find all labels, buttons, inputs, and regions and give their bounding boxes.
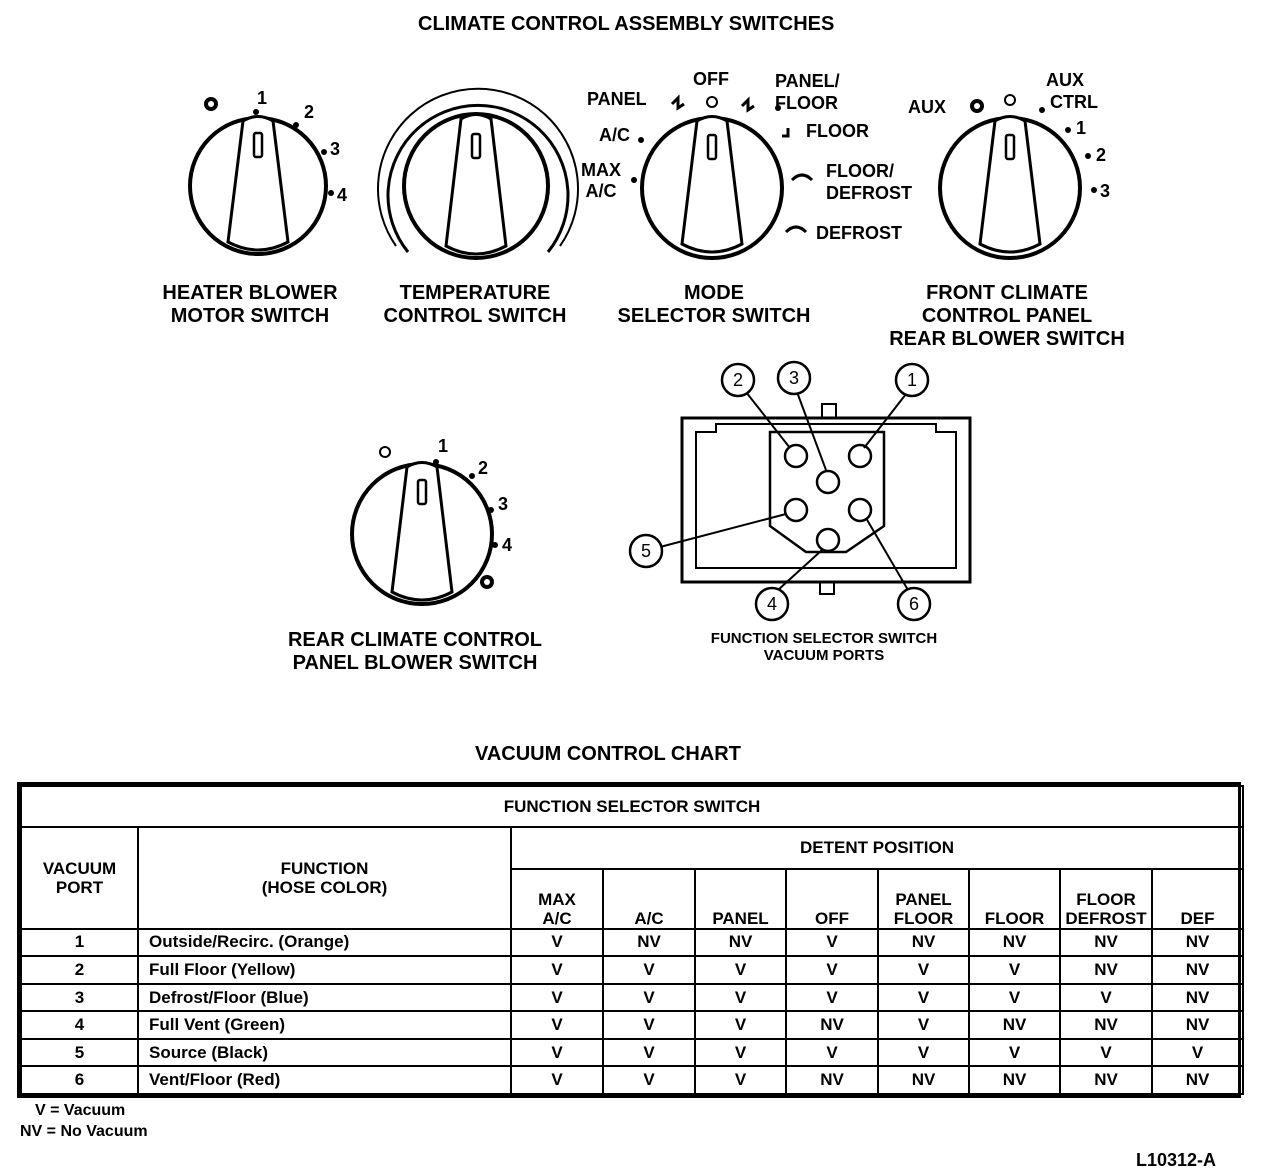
function-cell: Defrost/Floor (Blue) (138, 984, 511, 1012)
vacuum-value-cell: V (878, 984, 969, 1012)
vacuum-value-cell: NV (878, 929, 969, 957)
vacuum-value-cell: V (511, 1039, 603, 1067)
vacuum-value-cell: V (603, 1066, 695, 1094)
legend-v: V = Vacuum (35, 1102, 126, 1119)
port-callout-1: 1 (906, 370, 917, 390)
column-header: PANEL (695, 869, 786, 929)
vacuum-port-connector (630, 362, 970, 620)
vacuum-value-cell: NV (786, 1066, 878, 1094)
mode-floor-defrost-label: FLOOR/ DEFROST (826, 161, 913, 203)
vacuum-value-cell: V (786, 1039, 878, 1067)
page-title: CLIMATE CONTROL ASSEMBLY SWITCHES (418, 13, 835, 35)
heater-blower-label: HEATER BLOWER MOTOR SWITCH (162, 282, 338, 327)
vacuum-value-cell: V (695, 956, 786, 984)
vacuum-value-cell: V (511, 984, 603, 1012)
chart-title: VACUUM CONTROL CHART (475, 743, 741, 765)
port-callout-2: 2 (732, 370, 743, 390)
port-cell: 3 (21, 984, 138, 1012)
vacuum-control-table (17, 782, 1241, 1098)
vacuum-value-cell: NV (1152, 984, 1243, 1012)
vacuum-value-cell: V (786, 956, 878, 984)
column-header: OFF (786, 869, 878, 929)
heater-position-1: 1 (257, 88, 268, 108)
column-header: FLOOR DEFROST (1060, 869, 1152, 929)
vacuum-value-cell: V (603, 956, 695, 984)
port-callout-6: 6 (908, 594, 919, 614)
heater-blower-knob (190, 117, 326, 255)
figure-id: L10312-A (1136, 1150, 1217, 1170)
vacuum-value-cell: V (603, 1011, 695, 1039)
column-header: MAX A/C (511, 869, 603, 929)
vacuum-value-cell: V (969, 1039, 1060, 1067)
vacuum-value-cell: V (695, 1066, 786, 1094)
vacuum-value-cell: NV (969, 929, 1060, 957)
detent-header: DETENT POSITION (511, 827, 1243, 868)
vacuum-value-cell: NV (969, 1066, 1060, 1094)
mode-ac-label: A/C (599, 125, 630, 145)
vacuum-value-cell: NV (786, 1011, 878, 1039)
vacuum-value-cell: V (511, 1011, 603, 1039)
vacuum-value-cell: V (1060, 1039, 1152, 1067)
table-row (21, 929, 1243, 957)
mode-panel-label: PANEL (587, 89, 647, 109)
vacuum-value-cell: NV (878, 1066, 969, 1094)
function-cell: Vent/Floor (Red) (138, 1066, 511, 1094)
port-callout-5: 5 (640, 541, 651, 561)
column-header: DEF (1152, 869, 1243, 929)
mode-panel-floor-label: PANEL/ FLOOR (775, 71, 840, 113)
rear-position-3: 3 (1100, 181, 1111, 201)
rear-panel-position-1: 1 (438, 436, 449, 456)
table-body (21, 929, 1243, 1094)
vacuum-value-cell: V (695, 984, 786, 1012)
mode-off-label: OFF (693, 69, 729, 89)
table-row (21, 1011, 1243, 1039)
vacuum-value-cell: NV (1060, 1011, 1152, 1039)
front-rear-blower-knob (940, 117, 1080, 259)
aux-ctrl-label: AUX CTRL (1046, 70, 1098, 112)
vacuum-value-cell: NV (1152, 1011, 1243, 1039)
mode-selector-knob (642, 117, 782, 259)
vacuum-value-cell: V (786, 929, 878, 957)
rear-panel-blower-knob (352, 463, 492, 605)
vacuum-value-cell: NV (1060, 956, 1152, 984)
vacuum-value-cell: V (969, 956, 1060, 984)
vacuum-value-cell: V (1152, 1039, 1243, 1067)
vacuum-value-cell: V (603, 1039, 695, 1067)
vacuum-value-cell: V (695, 1011, 786, 1039)
table-row (21, 1066, 1243, 1094)
rear-panel-position-2: 2 (478, 458, 489, 478)
vacuum-value-cell: NV (695, 929, 786, 957)
temperature-label: TEMPERATURE CONTROL SWITCH (383, 282, 567, 327)
temperature-knob (378, 89, 578, 258)
vacuum-value-cell: NV (1152, 956, 1243, 984)
vacuum-value-cell: NV (969, 1011, 1060, 1039)
mode-defrost-label: DEFROST (816, 223, 903, 243)
function-cell: Outside/Recirc. (Orange) (138, 929, 511, 957)
rear-panel-position-3: 3 (498, 494, 509, 514)
port-cell: 6 (21, 1066, 138, 1094)
port-cell: 1 (21, 929, 138, 957)
vacuum-value-cell: V (511, 929, 603, 957)
function-header: FUNCTION (HOSE COLOR) (138, 827, 511, 928)
function-cell: Full Floor (Yellow) (138, 956, 511, 984)
heater-position-4: 4 (337, 185, 348, 205)
rear-aux-label: AUX (908, 97, 947, 117)
heater-position-2: 2 (304, 102, 315, 122)
vacuum-value-cell: NV (1152, 1066, 1243, 1094)
table-row (21, 956, 1243, 984)
legend-nv: NV = No Vacuum (20, 1123, 148, 1140)
vacuum-value-cell: V (878, 1011, 969, 1039)
rear-position-1: 1 (1076, 118, 1087, 138)
vacuum-value-cell: V (511, 1066, 603, 1094)
vacuum-value-cell: NV (1060, 929, 1152, 957)
vacuum-ports-label: FUNCTION SELECTOR SWITCH VACUUM PORTS (710, 630, 938, 664)
vacuum-value-cell: NV (603, 929, 695, 957)
vacuum-value-cell: V (969, 984, 1060, 1012)
front-rear-blower-label: FRONT CLIMATE CONTROL PANEL REAR BLOWER SWITCH (889, 282, 1125, 350)
heater-position-3: 3 (330, 139, 341, 159)
rear-position-2: 2 (1096, 145, 1107, 165)
mode-max-ac-label: MAX A/C (581, 160, 621, 201)
column-header: A/C (603, 869, 695, 929)
port-callout-3: 3 (788, 368, 799, 388)
column-header: PANEL FLOOR (878, 869, 969, 929)
port-header: VACUUM PORT (21, 827, 138, 928)
rear-panel-position-4: 4 (502, 535, 513, 555)
vacuum-value-cell: NV (1060, 1066, 1152, 1094)
port-cell: 2 (21, 956, 138, 984)
rear-panel-blower-label: REAR CLIMATE CONTROL PANEL BLOWER SWITCH (287, 629, 543, 674)
mode-floor-label: FLOOR (806, 121, 869, 141)
vacuum-value-cell: V (1060, 984, 1152, 1012)
table-row (21, 1039, 1243, 1067)
mode-selector-label: MODE SELECTOR SWITCH (617, 282, 811, 327)
function-cell: Source (Black) (138, 1039, 511, 1067)
table-header: FUNCTION SELECTOR SWITCH (21, 786, 1243, 827)
column-header: FLOOR (969, 869, 1060, 929)
vacuum-value-cell: V (511, 956, 603, 984)
vacuum-value-cell: V (695, 1039, 786, 1067)
vacuum-value-cell: V (786, 984, 878, 1012)
port-cell: 5 (21, 1039, 138, 1067)
vacuum-value-cell: V (878, 1039, 969, 1067)
vacuum-value-cell: NV (1152, 929, 1243, 957)
table-row (21, 984, 1243, 1012)
vacuum-value-cell: V (878, 956, 969, 984)
port-callout-4: 4 (766, 594, 777, 614)
vacuum-value-cell: V (603, 984, 695, 1012)
function-cell: Full Vent (Green) (138, 1011, 511, 1039)
port-cell: 4 (21, 1011, 138, 1039)
